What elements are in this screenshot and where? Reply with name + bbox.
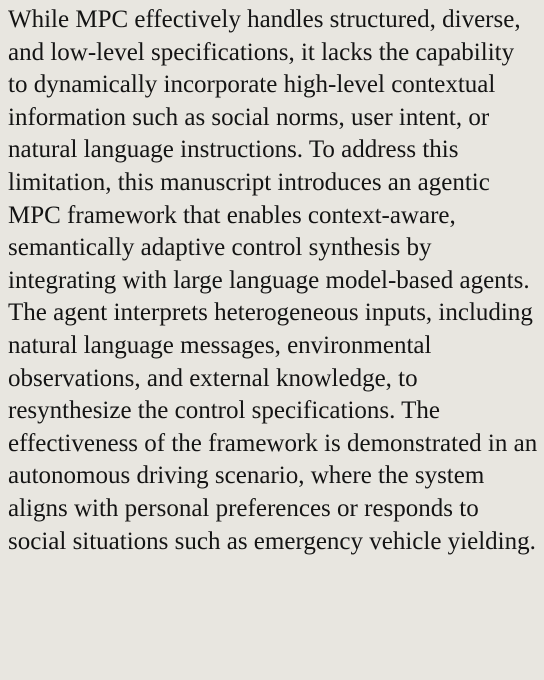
document-page <box>8 4 538 558</box>
abstract-paragraph: While MPC effectively handles structured, diverse, and low-level specifications, it lacks the capability to dynamically incorporate high-level contextual information such as social norms, user intent, or natural language instructions. To address this limitation, this manuscript introduces an agentic MPC framework that enables context-aware, semantically adaptive control synthesis by integrating with large language model-based agents. The agent interprets heterogeneous inputs, including natural language messages, environmental observations, and external knowledge, to resynthesize the control specifications. The effectiveness of the framework is demonstrated in an autonomous driving scenario, where the system aligns with personal preferences or responds to social situations such as emergency vehicle yielding. <box>8 6 538 555</box>
